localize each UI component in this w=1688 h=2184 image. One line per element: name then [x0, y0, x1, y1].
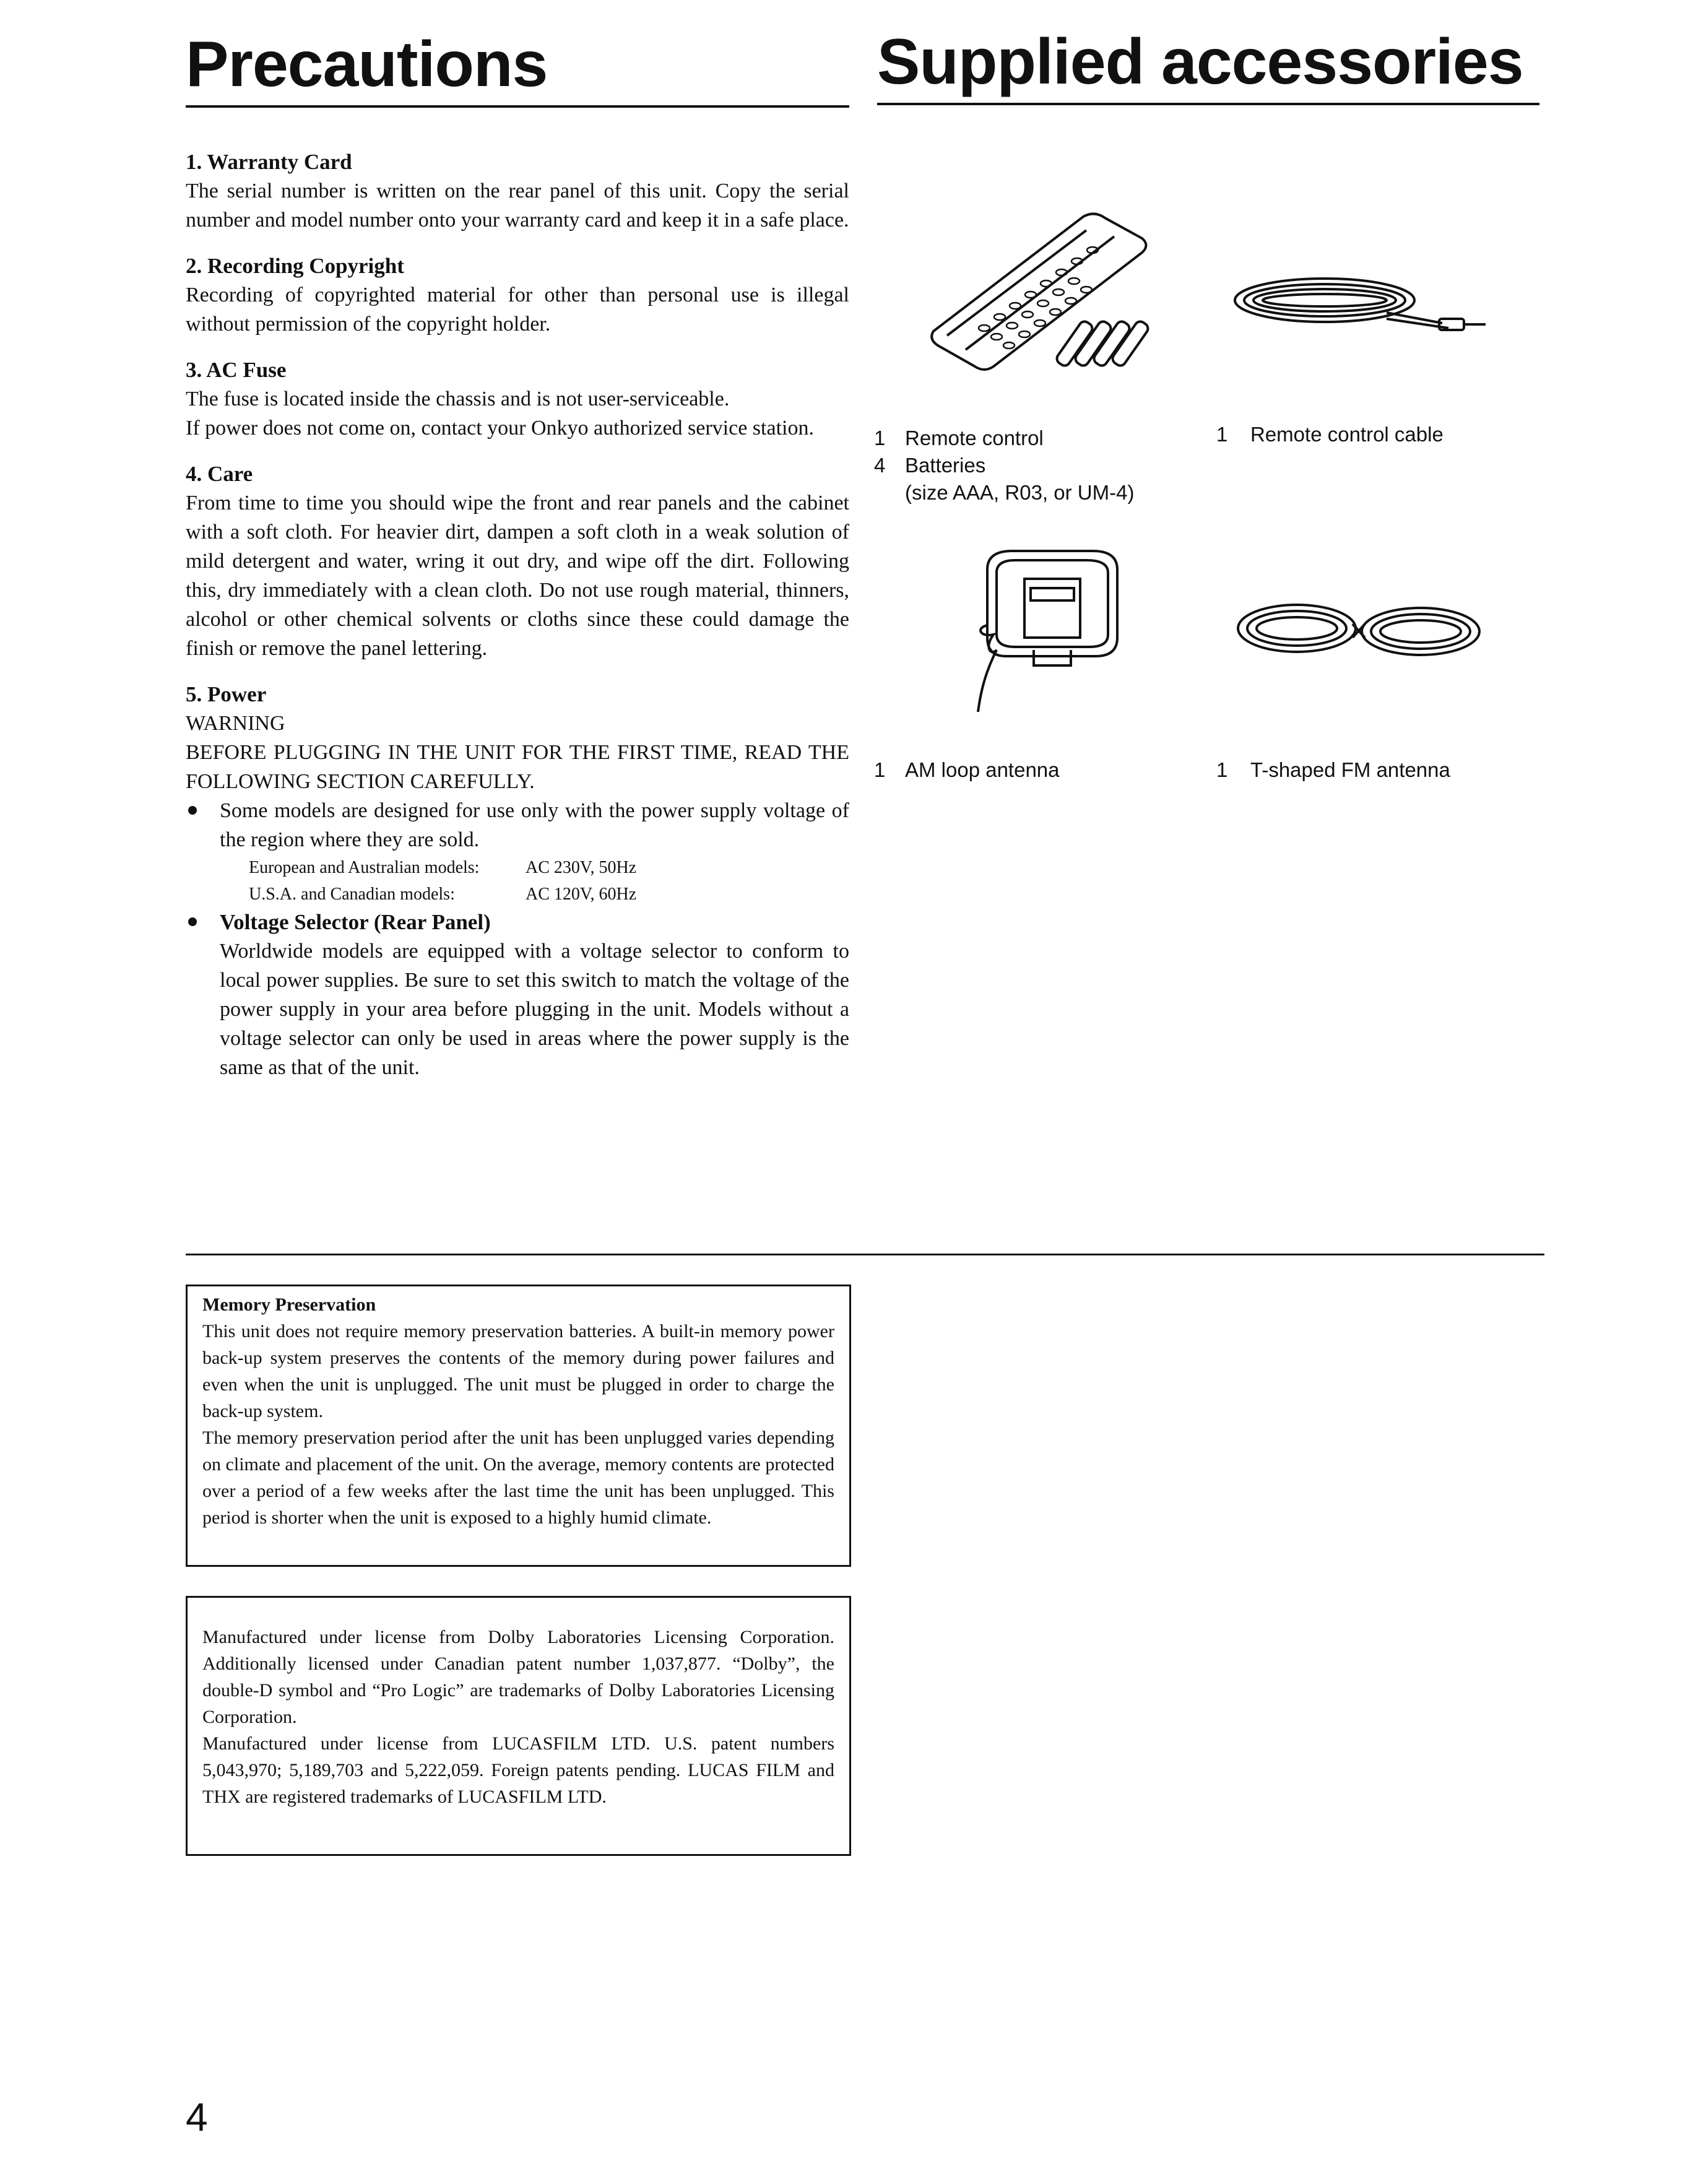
accessory-qty: 4 [874, 454, 886, 477]
accessory-qty [874, 479, 905, 506]
section-text: The serial number is written on the rear panel of this unit. Copy the serial number and model number onto your warranty card and keep it in a safe place. [186, 180, 849, 232]
accessories-heading: Supplied accessories [877, 26, 1523, 98]
section-ac-fuse [186, 355, 849, 443]
section-warranty-card [186, 147, 849, 235]
warning-label: WARNING [186, 712, 285, 735]
memory-box-paragraph: The memory preservation period after the unit has been unplugged varies depending on climate and placement of the unit. On the average, memory contents are protected over a period of a few weeks after the last time the unit has been unplugged. This period is shorter when the unit is exposed to a highly humid climate. [202, 1428, 834, 1528]
voltage-table [249, 854, 636, 908]
section-text: The fuse is located inside the chassis and is not user-serviceable. [186, 388, 730, 410]
page-number: 4 [186, 2095, 208, 2139]
accessory-item [874, 479, 1159, 506]
section-title: 5. Power [186, 682, 267, 706]
voltage-row [249, 881, 636, 908]
memory-box-paragraph: This unit does not require memory preservation batteries. A built-in memory power back-up system preserves the contents of the memory during power failures and even when the unit is unplugged. The unit must be plugged in order to charge the back-up system. [202, 1321, 834, 1421]
section-title: 2. Recording Copyright [186, 254, 404, 278]
accessories-rule [877, 103, 1539, 105]
accessory-am-antenna [874, 756, 1159, 784]
accessory-item [1216, 421, 1538, 448]
accessory-item [874, 756, 1159, 784]
precautions-column [186, 147, 849, 1082]
voltage-row [249, 854, 636, 881]
license-box [186, 1596, 851, 1856]
section-text: Recording of copyrighted material for other than personal use is illegal without permission of the copyright holder. [186, 284, 849, 336]
accessory-label: T-shaped FM antenna [1250, 758, 1450, 781]
warning-text: BEFORE PLUGGING IN THE UNIT FOR THE FIRST TIME, READ THE FOLLOWING SECTION CAREFULLY. [186, 741, 849, 793]
accessory-qty: 1 [1216, 758, 1228, 781]
accessory-label: Remote control [905, 427, 1044, 449]
accessory-label: AM loop antenna [905, 758, 1060, 781]
section-title: 4. Care [186, 462, 253, 486]
bullet-text: Some models are designed for use only with the power supply voltage of the region where they are sold. [220, 799, 849, 851]
precautions-heading: Precautions [186, 28, 548, 100]
voltage-label: European and Australian models: [249, 858, 480, 877]
section-recording-copyright [186, 251, 849, 339]
voltage-value: AC 120V, 60Hz [526, 885, 637, 904]
accessory-item [1216, 756, 1538, 784]
bullet-text: Worldwide models are equipped with a voltage selector to conform to local power supplies. Be sure to set this switch to match the voltage of the power supply in your area before plugging in the unit. Models without a voltage selector can only be used in areas where the power supply is the same as that of the unit. [220, 940, 849, 1079]
accessory-remote-cable [1216, 421, 1538, 448]
license-paragraph: Manufactured under license from LUCASFILM LTD. U.S. patent numbers 5,043,970; 5,189,703 and 5,222,059. Foreign patents pending. LUCAS FILM and THX are registered trademarks of LUCASFILM LTD. [202, 1733, 834, 1807]
license-paragraph: Manufactured under license from Dolby Laboratories Licensing Corporation. Additionally licensed under Canadian patent number 1,037,877. “Dolby”, the double-D symbol and “Pro Logic” are trademarks of Dolby Laboratories Licensing Corporation. [202, 1627, 834, 1727]
accessory-label: (size AAA, R03, or UM-4) [905, 481, 1135, 504]
remote-control-cable-illustration [1232, 266, 1492, 353]
bullet-region-models [186, 796, 849, 908]
bullet-dot [188, 917, 197, 926]
remote-control-illustration [928, 204, 1176, 384]
section-text: From time to time you should wipe the front and rear panels and the cabinet with a soft cloth. For heavier dirt, dampen a soft cloth in a weak solution of mild detergent and water, wring it out dry, and wipe off the dirt. Following this, dry immediately with a clean cloth. Do not use rough material, thinners, alcohol or other chemical solvents or cloths since these could damage the finish or remove the panel lettering. [186, 492, 849, 660]
accessory-qty: 1 [1216, 423, 1228, 446]
am-loop-antenna-illustration [963, 545, 1130, 730]
section-title: 3. AC Fuse [186, 358, 287, 382]
memory-preservation-box [186, 1285, 851, 1567]
batteries-illustration [1055, 319, 1150, 368]
bullet-title: Voltage Selector (Rear Panel) [220, 910, 491, 934]
fm-antenna-illustration [1235, 594, 1495, 675]
section-divider [186, 1254, 1544, 1255]
precautions-rule [186, 105, 849, 108]
accessory-label: Batteries [905, 454, 986, 477]
accessory-fm-antenna [1216, 756, 1538, 784]
accessory-qty: 1 [874, 758, 886, 781]
section-text: If power does not come on, contact your Onkyo authorized service station. [186, 417, 814, 440]
accessory-label: Remote control cable [1250, 423, 1443, 446]
section-care [186, 459, 849, 663]
section-title: 1. Warranty Card [186, 150, 352, 174]
bullet-voltage-selector [186, 908, 849, 1082]
accessory-qty: 1 [874, 427, 886, 449]
accessory-item [874, 425, 1159, 452]
bullet-dot [188, 806, 197, 815]
accessory-item [874, 452, 1159, 479]
accessory-remote-and-batteries [874, 425, 1159, 506]
section-power [186, 680, 849, 1082]
voltage-label: U.S.A. and Canadian models: [249, 885, 455, 904]
voltage-value: AC 230V, 50Hz [526, 858, 637, 877]
memory-box-title: Memory Preservation [202, 1294, 376, 1315]
